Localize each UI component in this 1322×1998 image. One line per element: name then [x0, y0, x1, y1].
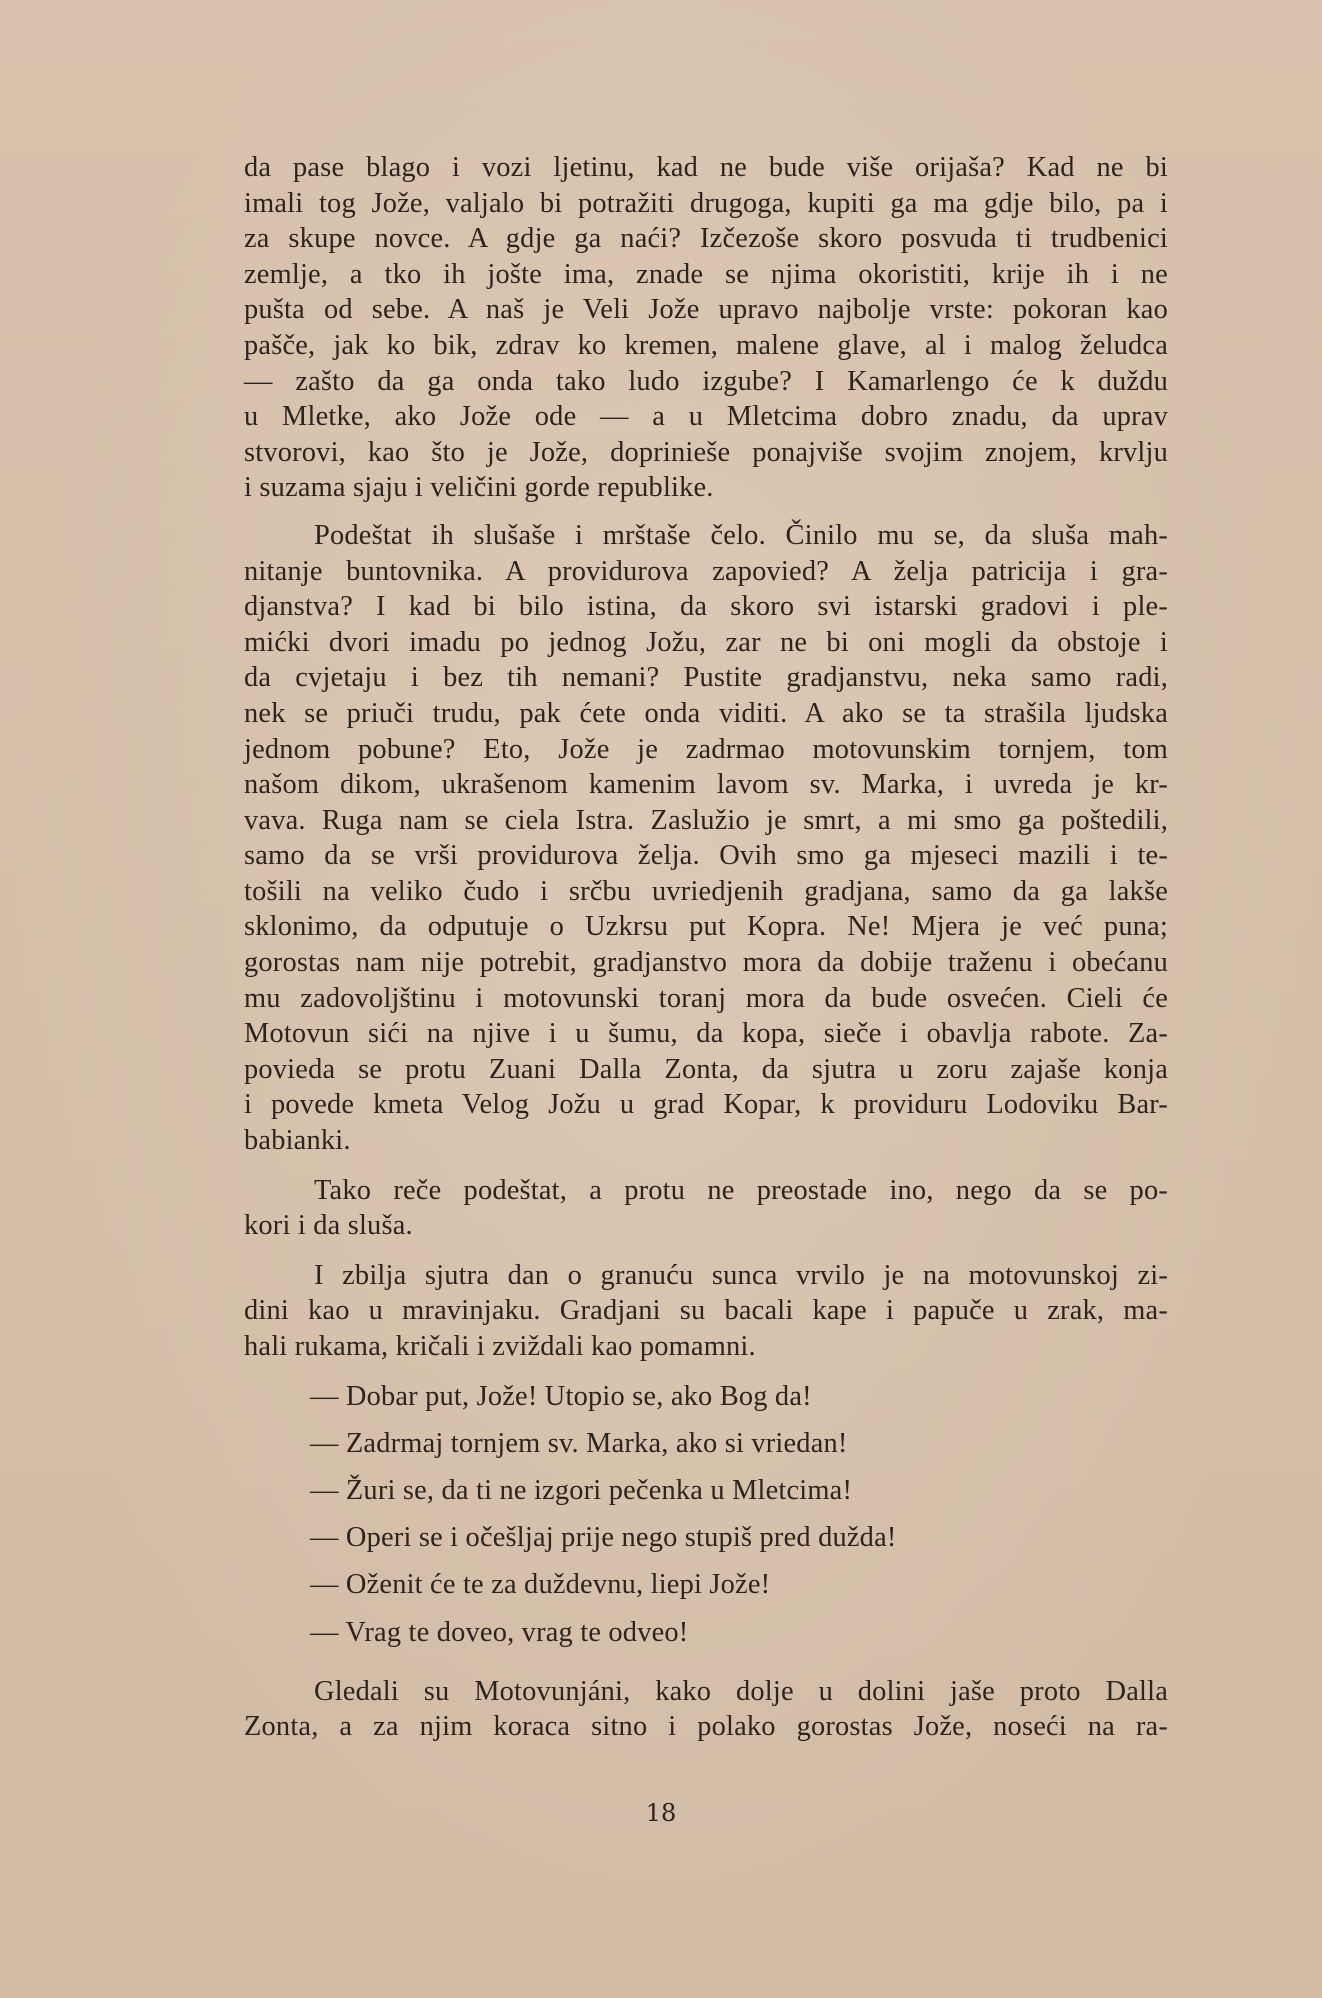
paragraph-3 — [244, 1173, 1168, 1244]
text-line: vava. Ruga nam se ciela Istra. Zaslužio je smrt, a mi smo ga poštedili, — [244, 804, 1168, 836]
text-line: i povede kmeta Velog Jožu u grad Kopar, k providuru Lodoviku Bar- — [244, 1089, 1168, 1121]
text-line: imali tog Jože, valjalo bi potražiti drugoga, kupiti ga ma gdje bilo, pa i — [244, 187, 1168, 219]
text-line: djanstva? I kad bi bilo istina, da skoro svi istarski gradovi i ple- — [244, 591, 1168, 623]
text-line: Zonta, a za njim koraca sitno i polako gorostas Jože, noseći na ra- — [244, 1711, 1168, 1743]
dialogue-line: — Vrag te doveo, vrag te odveo! — [310, 1616, 689, 1648]
text-line: da cvjetaju i bez tih nemani? Pustite gradjanstvu, neka samo radi, — [244, 662, 1168, 694]
text-line: Tako reče podeštat, a protu ne preostade ino, nego da se po- — [314, 1174, 1168, 1206]
text-line: nitanje buntovnika. A providurova zapovied? A želja patricija i gra- — [244, 555, 1168, 587]
text-line: povieda se protu Zuani Dalla Zonta, da sjutra u zoru zajaše konja — [244, 1053, 1168, 1085]
paragraph-4 — [244, 1258, 1168, 1365]
text-line: nek se priuči trudu, pak ćete onda viditi. A ako se ta strašila ljudska — [244, 697, 1168, 729]
text-line: Podeštat ih slušaše i mrštaše čelo. Činilo mu se, da sluša mah- — [314, 519, 1168, 551]
text-line: mićki dvori imadu po jednog Jožu, zar ne bi oni mogli da obstoje i — [244, 626, 1168, 658]
dialogue-block — [244, 1379, 1168, 1651]
text-line: i suzama sjaju i veličini gorde republike. — [244, 472, 714, 504]
text-line: kori i da sluša. — [244, 1210, 413, 1242]
dialogue-line: — Operi se i očešljaj prije nego stupiš pred dužda! — [310, 1522, 897, 1554]
paragraph-1 — [244, 150, 1168, 506]
body-text — [244, 150, 1168, 1745]
text-line: da pase blago i vozi ljetinu, kad ne bude više orijaša? Kad ne bi — [244, 152, 1168, 183]
text-line: našom dikom, ukrašenom kamenim lavom sv. Marka, i uvreda je kr- — [244, 769, 1168, 801]
text-line: mu zadovoljštinu i motovunski toranj mora da bude osvećen. Cieli će — [244, 982, 1168, 1014]
paragraph-5 — [244, 1674, 1168, 1745]
dialogue-line: — Žuri se, da ti ne izgori pečenka u Mletcima! — [310, 1474, 853, 1506]
text-line: za skupe novce. A gdje ga naći? Izčezoše skoro posvuda ti trudbenici — [244, 223, 1168, 255]
text-line: u Mletke, ako Jože ode — a u Mletcima dobro znadu, da uprav — [244, 401, 1168, 433]
text-line: Motovun sići na njive i u šumu, da kopa, sieče i obavlja rabote. Za- — [244, 1018, 1168, 1050]
text-line: samo da se vrši providurova želja. Ovih smo ga mjeseci mazili i te- — [244, 840, 1168, 872]
page-number: 18 — [645, 1799, 677, 1827]
dialogue-line: — Oženit će te za duždevnu, liepi Jože! — [310, 1569, 771, 1601]
text-line: jednom pobune? Eto, Jože je zadrmao motovunskim tornjem, tom — [244, 733, 1168, 765]
text-line: pušta od sebe. A naš je Veli Jože upravo najbolje vrste: pokoran kao — [244, 294, 1168, 326]
dialogue-line: — Dobar put, Jože! Utopio se, ako Bog da! — [310, 1380, 812, 1412]
text-line: pašče, jak ko bik, zdrav ko kremen, malene glave, al i malog želudca — [244, 329, 1168, 361]
text-line: stvorovi, kao što je Jože, doprinieše ponajviše svojim znojem, krvlju — [244, 436, 1168, 468]
text-line: Gledali su Motovunjáni, kako dolje u dolini jaše proto Dalla — [314, 1675, 1168, 1707]
text-line: sklonimo, da odputuje o Uzkrsu put Kopra. Ne! Mjera je već puna; — [244, 911, 1168, 943]
text-line: babianki. — [244, 1125, 351, 1157]
text-line: dini kao u mravinjaku. Gradjani su bacali kape i papuče u zrak, ma- — [244, 1295, 1168, 1327]
text-line: tošili na veliko čudo i srčbu uvriedjenih gradjana, samo da ga lakše — [244, 875, 1168, 907]
text-line: I zbilja sjutra dan o granuću sunca vrvilo je na motovunskoj zi- — [314, 1259, 1168, 1291]
text-line: gorostas nam nije potrebit, gradjanstvo mora da dobije traženu i obećanu — [244, 947, 1168, 979]
text-line: — zašto da ga onda tako ludo izgube? I Kamarlengo će k duždu — [244, 365, 1168, 397]
paragraph-2 — [244, 518, 1168, 1159]
dialogue-line: — Zadrmaj tornjem sv. Marka, ako si vriedan! — [310, 1427, 848, 1459]
text-line: zemlje, a tko ih jošte ima, znade se njima okoristiti, krije ih i ne — [244, 258, 1168, 290]
text-line: hali rukama, kričali i zviždali kao pomamni. — [244, 1331, 756, 1362]
